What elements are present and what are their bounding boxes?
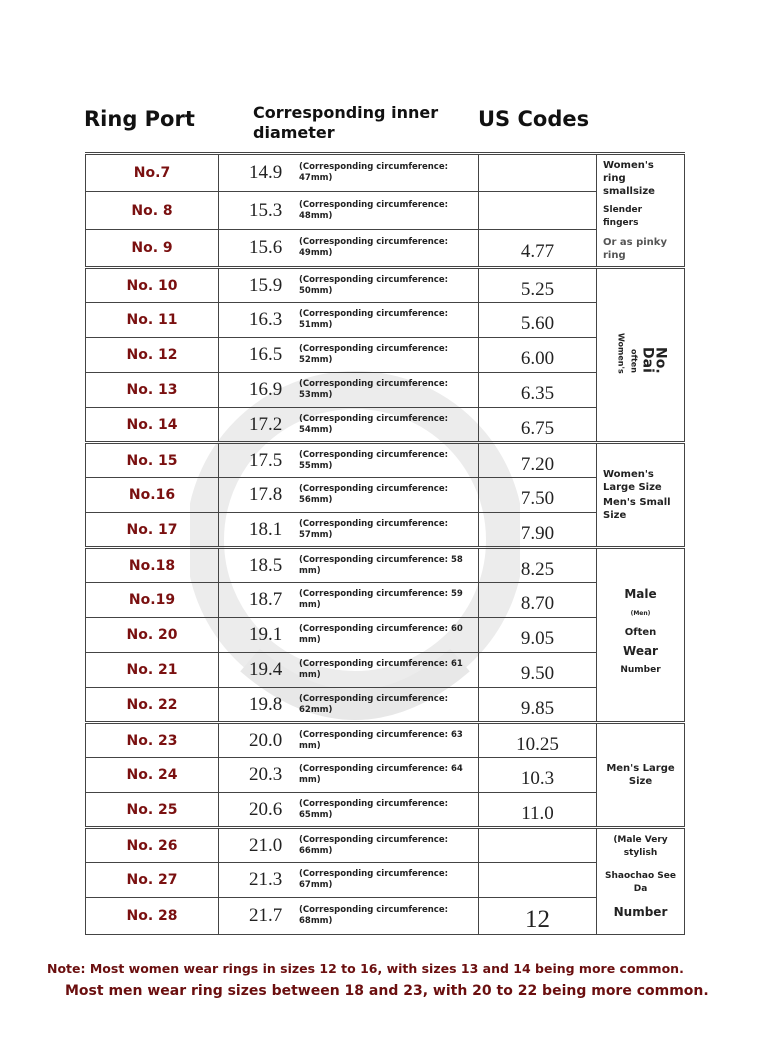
inner-diameter-cell bbox=[219, 513, 479, 548]
diameter-value: 16.5 bbox=[249, 344, 283, 365]
inner-diameter-cell bbox=[219, 688, 479, 723]
ring-size-cell: No. 15 bbox=[86, 443, 219, 478]
inner-diameter-cell bbox=[219, 793, 479, 828]
table-row bbox=[86, 192, 685, 230]
note-line: Shaochao See Da bbox=[605, 871, 676, 894]
note-line: No. bbox=[652, 346, 669, 374]
inner-diameter-cell bbox=[219, 653, 479, 688]
table-row bbox=[86, 268, 685, 303]
table-row bbox=[86, 653, 685, 688]
diameter-value: 19.4 bbox=[249, 659, 283, 680]
note-line: Dai bbox=[639, 347, 656, 374]
circumference-text: (Corresponding circumference: 47mm) bbox=[299, 162, 449, 183]
inner-diameter-cell bbox=[219, 583, 479, 618]
note-line: (Male Very stylish bbox=[613, 835, 668, 858]
us-code-cell: 6.00 bbox=[479, 338, 597, 373]
diameter-value: 18.1 bbox=[249, 518, 283, 540]
ring-size-cell: No.16 bbox=[86, 478, 219, 513]
group-note-g4 bbox=[597, 548, 685, 723]
table-row bbox=[86, 758, 685, 793]
table-row bbox=[86, 793, 685, 828]
ring-size-cell: No.19 bbox=[86, 583, 219, 618]
circumference-text: (Corresponding circumference: 61 mm) bbox=[299, 659, 463, 680]
table-row bbox=[86, 230, 685, 268]
note-line: Often bbox=[624, 626, 657, 638]
ring-size-cell: No. 11 bbox=[86, 303, 219, 338]
table-row bbox=[86, 723, 685, 758]
circumference-text: (Corresponding circumference: 68mm) bbox=[299, 905, 449, 926]
circumference-text: (Corresponding circumference: 57mm) bbox=[299, 518, 449, 540]
diameter-value: 16.9 bbox=[249, 379, 283, 400]
diameter-value: 17.8 bbox=[249, 484, 283, 505]
table-row bbox=[86, 338, 685, 373]
diameter-value: 21.3 bbox=[249, 869, 283, 890]
inner-diameter-cell bbox=[219, 863, 479, 898]
table-row bbox=[86, 513, 685, 548]
inner-diameter-cell bbox=[219, 548, 479, 583]
group-note-g1 bbox=[597, 154, 685, 268]
group-note-g3 bbox=[597, 443, 685, 548]
inner-diameter-cell bbox=[219, 268, 479, 303]
table-row bbox=[86, 618, 685, 653]
circumference-text: (Corresponding circumference: 53mm) bbox=[299, 379, 449, 400]
footer-note-men: Most men wear ring sizes between 18 and 23, with 20 to 22 being more common. bbox=[65, 983, 709, 999]
circumference-text: (Corresponding circumference: 52mm) bbox=[299, 344, 449, 365]
note-line: Slender fingers bbox=[603, 205, 643, 228]
note-line: Male bbox=[624, 586, 657, 601]
circumference-text: (Corresponding circumference: 63 mm) bbox=[299, 729, 463, 751]
diameter-value: 19.8 bbox=[249, 693, 283, 715]
ring-size-cell: No. 13 bbox=[86, 373, 219, 408]
us-code-cell: 4.77 bbox=[479, 230, 597, 268]
inner-diameter-cell bbox=[219, 338, 479, 373]
note-line: Wear bbox=[623, 643, 658, 658]
us-code-cell: 5.60 bbox=[479, 303, 597, 338]
circumference-text: (Corresponding circumference: 51mm) bbox=[299, 309, 449, 330]
inner-diameter-cell bbox=[219, 758, 479, 793]
table-row bbox=[86, 478, 685, 513]
header-us-codes: US Codes bbox=[478, 107, 590, 131]
us-code-cell: 7.50 bbox=[479, 478, 597, 513]
us-code-cell bbox=[479, 154, 597, 192]
ring-size-cell: No. 24 bbox=[86, 758, 219, 793]
us-code-cell: 10.25 bbox=[479, 723, 597, 758]
header-inner-diameter: Corresponding inner diameter bbox=[253, 103, 439, 142]
ring-size-cell: No. 20 bbox=[86, 618, 219, 653]
diameter-value: 18.5 bbox=[249, 554, 283, 576]
footer-note-women: Note: Most women wear rings in sizes 12 to 16, with sizes 13 and 14 being more common. bbox=[47, 961, 684, 976]
us-code-cell: 8.25 bbox=[479, 548, 597, 583]
ring-size-cell: No. 12 bbox=[86, 338, 219, 373]
table-row bbox=[86, 863, 685, 898]
note-line: often bbox=[629, 349, 639, 374]
us-code-cell bbox=[479, 863, 597, 898]
us-code-cell: 7.20 bbox=[479, 443, 597, 478]
inner-diameter-cell bbox=[219, 443, 479, 478]
inner-diameter-cell bbox=[219, 303, 479, 338]
diameter-value: 15.9 bbox=[249, 274, 283, 296]
note-line: Women's ring smallsize bbox=[603, 160, 655, 197]
diameter-value: 19.1 bbox=[249, 624, 283, 645]
circumference-text: (Corresponding circumference: 62mm) bbox=[299, 693, 449, 715]
us-code-cell: 7.90 bbox=[479, 513, 597, 548]
note-line: Men's Small Size bbox=[603, 497, 671, 521]
inner-diameter-cell bbox=[219, 192, 479, 230]
us-code-cell: 9.85 bbox=[479, 688, 597, 723]
circumference-text: (Corresponding circumference: 58 mm) bbox=[299, 554, 463, 576]
us-code-cell: 9.50 bbox=[479, 653, 597, 688]
table-row bbox=[86, 303, 685, 338]
note-line: Number bbox=[620, 664, 661, 675]
ring-size-cell: No.7 bbox=[86, 154, 219, 192]
table-row bbox=[86, 583, 685, 618]
ring-size-cell: No. 28 bbox=[86, 898, 219, 935]
ring-size-cell: No.18 bbox=[86, 548, 219, 583]
ring-size-cell: No. 27 bbox=[86, 863, 219, 898]
inner-diameter-cell bbox=[219, 898, 479, 935]
us-code-cell: 6.35 bbox=[479, 373, 597, 408]
circumference-text: (Corresponding circumference: 54mm) bbox=[299, 413, 449, 435]
table-row bbox=[86, 408, 685, 443]
ring-size-cell: No. 17 bbox=[86, 513, 219, 548]
group-note-g2 bbox=[597, 268, 685, 443]
circumference-text: (Corresponding circumference: 56mm) bbox=[299, 484, 449, 505]
header-ring-port: Ring Port bbox=[84, 107, 195, 131]
diameter-value: 15.3 bbox=[249, 199, 283, 221]
circumference-text: (Corresponding circumference: 66mm) bbox=[299, 834, 449, 856]
inner-diameter-cell bbox=[219, 618, 479, 653]
circumference-text: (Corresponding circumference: 64 mm) bbox=[299, 764, 463, 785]
note-line: Men's Large Size bbox=[606, 763, 675, 787]
inner-diameter-cell bbox=[219, 408, 479, 443]
diameter-value: 17.5 bbox=[249, 449, 283, 471]
diameter-value: 17.2 bbox=[249, 413, 283, 435]
ring-size-cell: No. 21 bbox=[86, 653, 219, 688]
us-code-cell: 5.25 bbox=[479, 268, 597, 303]
inner-diameter-cell bbox=[219, 373, 479, 408]
circumference-text: (Corresponding circumference: 50mm) bbox=[299, 274, 449, 296]
diameter-value: 14.9 bbox=[249, 162, 283, 183]
us-code-cell bbox=[479, 828, 597, 863]
table-row bbox=[86, 443, 685, 478]
group-note-g5 bbox=[597, 723, 685, 828]
table-row bbox=[86, 154, 685, 192]
diameter-value: 16.3 bbox=[249, 309, 283, 330]
note-line: Or as pinky ring bbox=[603, 237, 667, 261]
circumference-text: (Corresponding circumference: 59 mm) bbox=[299, 589, 463, 610]
circumference-text: (Corresponding circumference: 65mm) bbox=[299, 798, 449, 820]
us-code-cell: 11.0 bbox=[479, 793, 597, 828]
diameter-value: 15.6 bbox=[249, 237, 283, 258]
inner-diameter-cell bbox=[219, 154, 479, 192]
table-row bbox=[86, 548, 685, 583]
note-line: (Men) bbox=[630, 609, 651, 617]
ring-size-table bbox=[85, 152, 685, 935]
circumference-text: (Corresponding circumference: 67mm) bbox=[299, 869, 449, 890]
note-line: Women's bbox=[616, 332, 626, 374]
ring-size-cell: No. 22 bbox=[86, 688, 219, 723]
diameter-value: 21.7 bbox=[249, 905, 283, 926]
ring-size-cell: No. 14 bbox=[86, 408, 219, 443]
us-code-cell: 9.05 bbox=[479, 618, 597, 653]
diameter-value: 21.0 bbox=[249, 834, 283, 856]
us-code-cell: 12 bbox=[479, 898, 597, 935]
ring-size-cell: No. 10 bbox=[86, 268, 219, 303]
diameter-value: 20.3 bbox=[249, 764, 283, 785]
us-code-cell: 6.75 bbox=[479, 408, 597, 443]
ring-size-cell: No. 9 bbox=[86, 230, 219, 268]
inner-diameter-cell bbox=[219, 230, 479, 268]
diameter-value: 20.6 bbox=[249, 798, 283, 820]
table-row bbox=[86, 373, 685, 408]
ring-size-cell: No. 23 bbox=[86, 723, 219, 758]
diameter-value: 18.7 bbox=[249, 589, 283, 610]
ring-size-cell: No. 26 bbox=[86, 828, 219, 863]
note-line: Number bbox=[613, 905, 668, 919]
group-note-g6 bbox=[597, 828, 685, 935]
us-code-cell: 10.3 bbox=[479, 758, 597, 793]
note-line: Women's Large Size bbox=[603, 469, 662, 493]
table-row bbox=[86, 898, 685, 935]
us-code-cell: 8.70 bbox=[479, 583, 597, 618]
us-code-cell bbox=[479, 192, 597, 230]
circumference-text: (Corresponding circumference: 49mm) bbox=[299, 237, 449, 258]
inner-diameter-cell bbox=[219, 478, 479, 513]
inner-diameter-cell bbox=[219, 828, 479, 863]
ring-size-cell: No. 8 bbox=[86, 192, 219, 230]
table-row bbox=[86, 828, 685, 863]
inner-diameter-cell bbox=[219, 723, 479, 758]
circumference-text: (Corresponding circumference: 60 mm) bbox=[299, 624, 463, 645]
ring-size-cell: No. 25 bbox=[86, 793, 219, 828]
circumference-text: (Corresponding circumference: 48mm) bbox=[299, 199, 449, 221]
table-row bbox=[86, 688, 685, 723]
diameter-value: 20.0 bbox=[249, 729, 283, 751]
circumference-text: (Corresponding circumference: 55mm) bbox=[299, 449, 449, 471]
